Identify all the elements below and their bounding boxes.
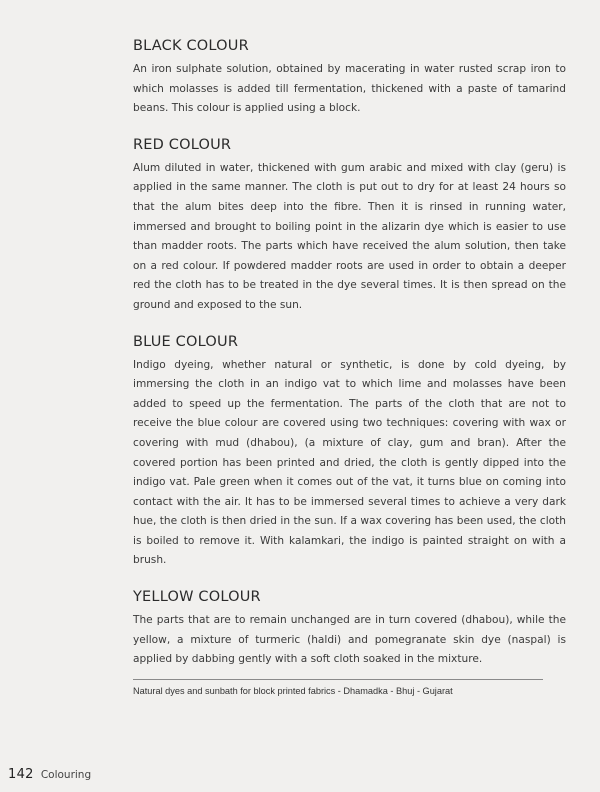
caption-divider bbox=[133, 679, 543, 680]
page-number: 142 bbox=[8, 767, 34, 782]
section-red-colour bbox=[133, 135, 566, 316]
section-blue-colour bbox=[133, 332, 566, 572]
section-text: Indigo dyeing, whether natural or synthetic, is done by cold dyeing, by immersing the cloth in an indigo vat to which lime and molasses have been added to speed up the fermentation. The parts of the cloth that are not to receive the blue colour are covered using two techniques: covering with wax or covering with mud (dhabou), (a mixture of clay, gum and bran). After the covered portion has been printed and dried, the cloth is gently dipped into the indigo vat. Pale green when it comes out of the vat, it turns blue on coming into contact with the air. It has to be immersed several times to achieve a very dark hue, the cloth is then dried in the sun. If a wax covering has been used, the cloth is boiled to remove it. With kalamkari, the indigo is painted straight on with a brush. bbox=[133, 358, 566, 567]
section-text: Alum diluted in water, thickened with gum arabic and mixed with clay (geru) is applied in the same manner. The cloth is put out to dry for at least 24 hours so that the alum bites deep into the fibre. Then it is rinsed in running water, immersed and brought to boiling point in the alizarin dye which is easier to use than madder roots. The parts which have received the alum solution, then take on a red colour. If powdered madder roots are used in order to obtain a deeper red the cloth has to be treated in the dye several times. It is then spread on the ground and exposed to the sun. bbox=[133, 161, 566, 311]
section-heading: BLUE COLOUR bbox=[133, 333, 239, 350]
section-text: The parts that are to remain unchanged are in turn covered (dhabou), while the yellow, a mixture of turmeric (haldi) and pomegranate skin dye (naspal) is applied by dabbing gently with a soft cloth soaked in the mixture. bbox=[133, 614, 566, 666]
photo-caption: Natural dyes and sunbath for block printed fabrics - Dhamadka - Bhuj - Gujarat bbox=[133, 686, 453, 696]
section-black-colour bbox=[133, 36, 566, 119]
chapter-title: Colouring bbox=[40, 769, 92, 781]
section-heading: RED COLOUR bbox=[133, 136, 232, 153]
section-text: An iron sulphate solution, obtained by macerating in water rusted scrap iron to which molasses is added till fermentation, thickened with a paste of tamarind beans. This colour is applied using a block. bbox=[133, 63, 566, 115]
section-heading: BLACK COLOUR bbox=[133, 38, 249, 54]
page-content bbox=[133, 36, 566, 686]
page-footer bbox=[8, 763, 91, 782]
section-heading: YELLOW COLOUR bbox=[133, 589, 261, 606]
section-yellow-colour bbox=[133, 587, 566, 670]
